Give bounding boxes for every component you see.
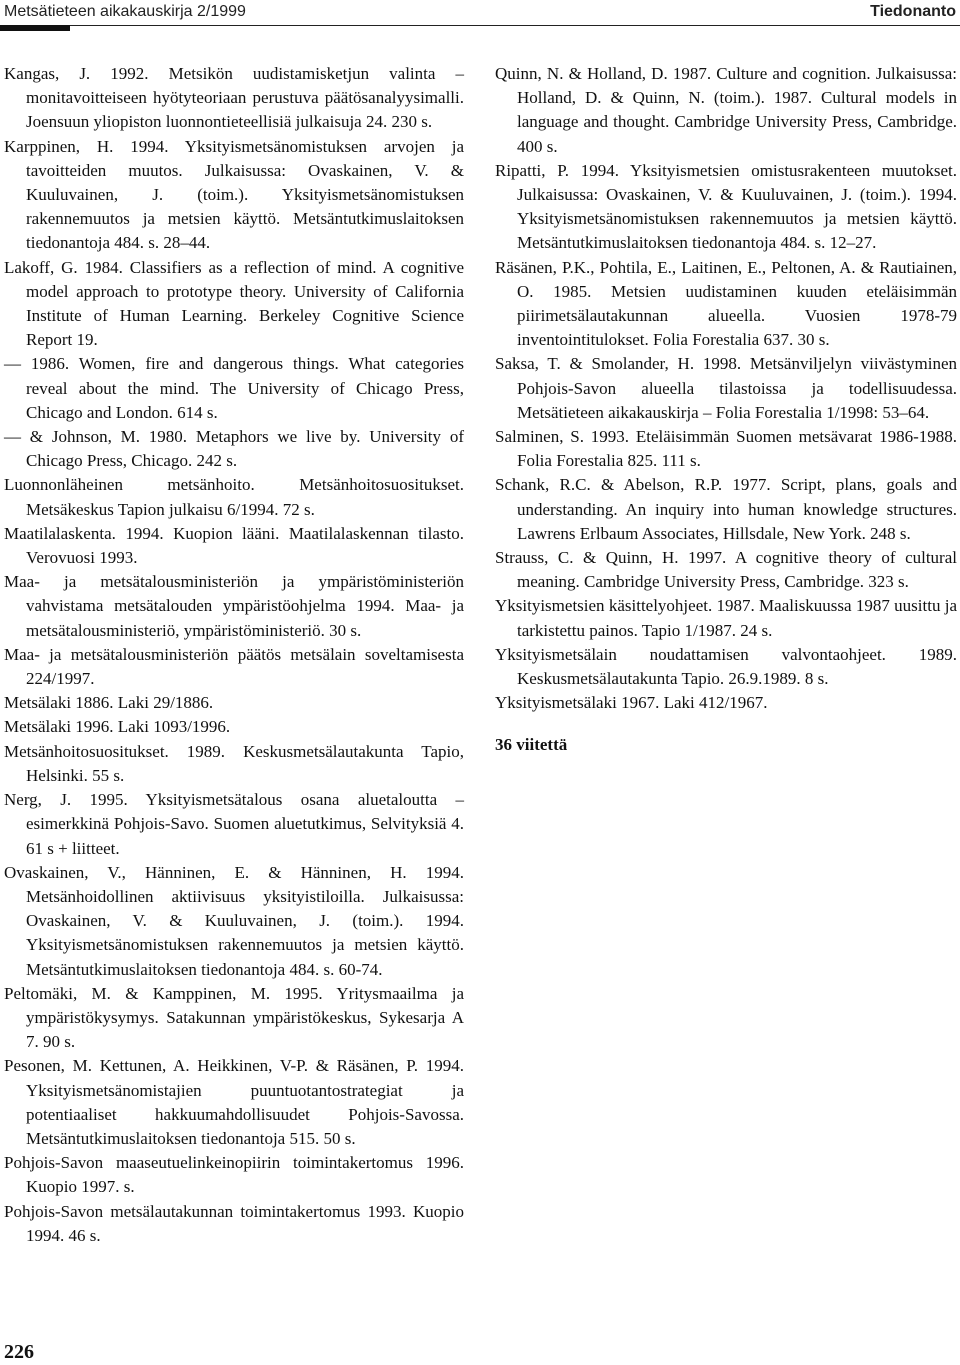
reference-entry: Metsänhoitosuositukset. 1989. Keskusmetsälautakunta Tapio, Helsinki. 55 s.: [4, 741, 464, 785]
reference-entry: Karppinen, H. 1994. Yksityismetsänomistuksen arvojen ja tavoitteiden muutos. Julkaisussa: Ovaskainen, V. & Kuuluvainen, J. (toim.). Yksityismetsänomistuksen rakennemuutos ja metsien käyttö. Metsäntutkimuslaitoksen tiedonantoja 484. s. 28–44.: [4, 136, 464, 253]
reference-count: 36 viitettä: [495, 735, 568, 755]
references-right-column: [495, 62, 957, 758]
reference-entry: Nerg, J. 1995. Yksityismetsätalous osana aluetaloutta – esimerkkinä Pohjois-Savo. Suomen aluetutkimus, Selvityksiä 4. 61 s + liitteet.: [4, 790, 464, 858]
reference-entry: Kangas, J. 1992. Metsikön uudistamisketjun valinta – monitavoitteiseen hyötyteoriaan perustuva päätösanalyysimalli. Joensuun yliopiston luonnontieteellisiä julkaisuja 24. 230 s.: [4, 64, 464, 132]
reference-entry: Pohjois-Savon maaseutuelinkeinopiirin toimintakertomus 1996. Kuopio 1997. s.: [4, 1153, 464, 1197]
reference-entry: Maa- ja metsätalousministeriön ja ympäristöministeriön vahvistama metsätalouden ympäristöohjelma 1994. Maa- ja metsätalousministeriö, ympäristöministeriö. 30 s.: [4, 572, 464, 640]
reference-entry: Räsänen, P.K., Pohtila, E., Laitinen, E., Peltonen, A. & Rautiainen, O. 1985. Metsien uudistaminen kuuden eteläisimmän piirimetsälautakunnan alueella. Vuosien 1978-79 inventointitulokset. Folia Forestalia 637. 30 s.: [495, 257, 957, 350]
reference-entry: Yksityismetsien käsittelyohjeet. 1987. Maaliskuussa 1987 uusittu ja tarkistettu painos. Tapio 1/1987. 24 s.: [495, 596, 957, 640]
reference-entry: Quinn, N. & Holland, D. 1987. Culture and cognition. Julkaisussa: Holland, D. & Quinn, N. (toim.). 1987. Cultural models in language and thought. Cambridge University Press, Cambridge. 400 s.: [495, 64, 957, 156]
references-right-list: [495, 62, 957, 715]
reference-entry: — 1986. Women, fire and dangerous things. What categories reveal about the mind. The University of Chicago Press, Chicago and London. 614 s.: [4, 354, 464, 422]
reference-entry: Yksityismetsälaki 1967. Laki 412/1967.: [495, 693, 768, 713]
reference-entry: Pohjois-Savon metsälautakunnan toimintakertomus 1993. Kuopio 1994. 46 s.: [4, 1201, 464, 1245]
reference-entry: Pesonen, M. Kettunen, A. Heikkinen, V-P. & Räsänen, P. 1994. Yksityismetsänomistajien puuntuotantostrategiat ja potentiaaliset hakkuumahdollisuudet Pohjois-Savossa. Metsäntutkimuslaitoksen tiedonantoja 515. 50 s.: [4, 1056, 464, 1148]
header-rule: [0, 25, 960, 26]
header-accent-bar: [0, 25, 70, 31]
reference-entry: Yksityismetsälain noudattamisen valvontaohjeet. 1989. Keskusmetsälautakunta Tapio. 26.9.1989. 8 s.: [495, 644, 957, 689]
page-number: 226: [4, 1341, 34, 1363]
journal-title: Metsätieteen aikakauskirja 2/1999: [4, 3, 246, 20]
reference-entry: Maatilalaskenta. 1994. Kuopion lääni. Maatilalaskennan tilasto. Verovuosi 1993.: [4, 523, 464, 568]
reference-entry: Maa- ja metsätalousministeriön päätös metsälain soveltamisesta 224/1997.: [4, 644, 464, 689]
reference-entry: Salminen, S. 1993. Eteläisimmän Suomen metsävarat 1986-1988. Folia Forestalia 825. 111 s.: [495, 427, 957, 471]
references-left-column: [4, 62, 464, 1248]
reference-entry: Metsälaki 1996. Laki 1093/1996.: [4, 717, 231, 737]
reference-entry: Schank, R.C. & Abelson, R.P. 1977. Script, plans, goals and understanding. An inquiry into human knowledge structures. Lawrens Erlbaum Associates, Hillsdale, New York. 248 s.: [495, 475, 957, 543]
section-label: Tiedonanto: [870, 3, 956, 20]
reference-entry: — & Johnson, M. 1980. Metaphors we live by. University of Chicago Press, Chicago. 242 s.: [4, 427, 464, 471]
reference-entry: Lakoff, G. 1984. Classifiers as a reflection of mind. A cognitive model approach to prototype theory. University of California Institute of Human Learning. Berkeley Cognitive Science Report 19.: [4, 257, 464, 350]
reference-entry: Ovaskainen, V., Hänninen, E. & Hänninen, H. 1994. Metsänhoidollinen aktiivisuus yksityistiloilla. Julkaisussa: Ovaskainen, V. & Kuuluvainen, J. (toim.). 1994. Yksityismetsänomistuksen rakennemuutos ja metsien käyttö. Metsäntutkimuslaitoksen tiedonantoja 484. s. 60-74.: [4, 862, 464, 979]
reference-entry: Strauss, C. & Quinn, H. 1997. A cognitive theory of cultural meaning. Cambridge University Press, Cambridge. 323 s.: [495, 548, 957, 592]
reference-entry: Metsälaki 1886. Laki 29/1886.: [4, 693, 214, 713]
reference-entry: Peltomäki, M. & Kamppinen, M. 1995. Yritysmaailma ja ympäristökysymys. Satakunnan ympäristökeskus, Sykesarja A 7. 90 s.: [4, 983, 464, 1052]
reference-entry: Ripatti, P. 1994. Yksityismetsien omistusrakenteen muutokset. Julkaisussa: Ovaskainen, V. & Kuuluvainen, J. (toim.). 1994. Yksityismetsänomistuksen rakennemuutos ja metsien käyttö. Metsäntutkimuslaitoksen tiedonantoja 484. s. 12–27.: [495, 160, 957, 253]
reference-entry: Saksa, T. & Smolander, H. 1998. Metsänviljelyn viivästyminen Pohjois-Savon alueella tilastoissa ja todellisuudessa. Metsätieteen aikakauskirja – Folia Forestalia 1/1998: 53–64.: [495, 354, 957, 422]
reference-entry: Luonnonläheinen metsänhoito. Metsänhoitosuositukset. Metsäkeskus Tapion julkaisu 6/1994. 72 s.: [4, 475, 464, 519]
page-header: [0, 0, 960, 34]
